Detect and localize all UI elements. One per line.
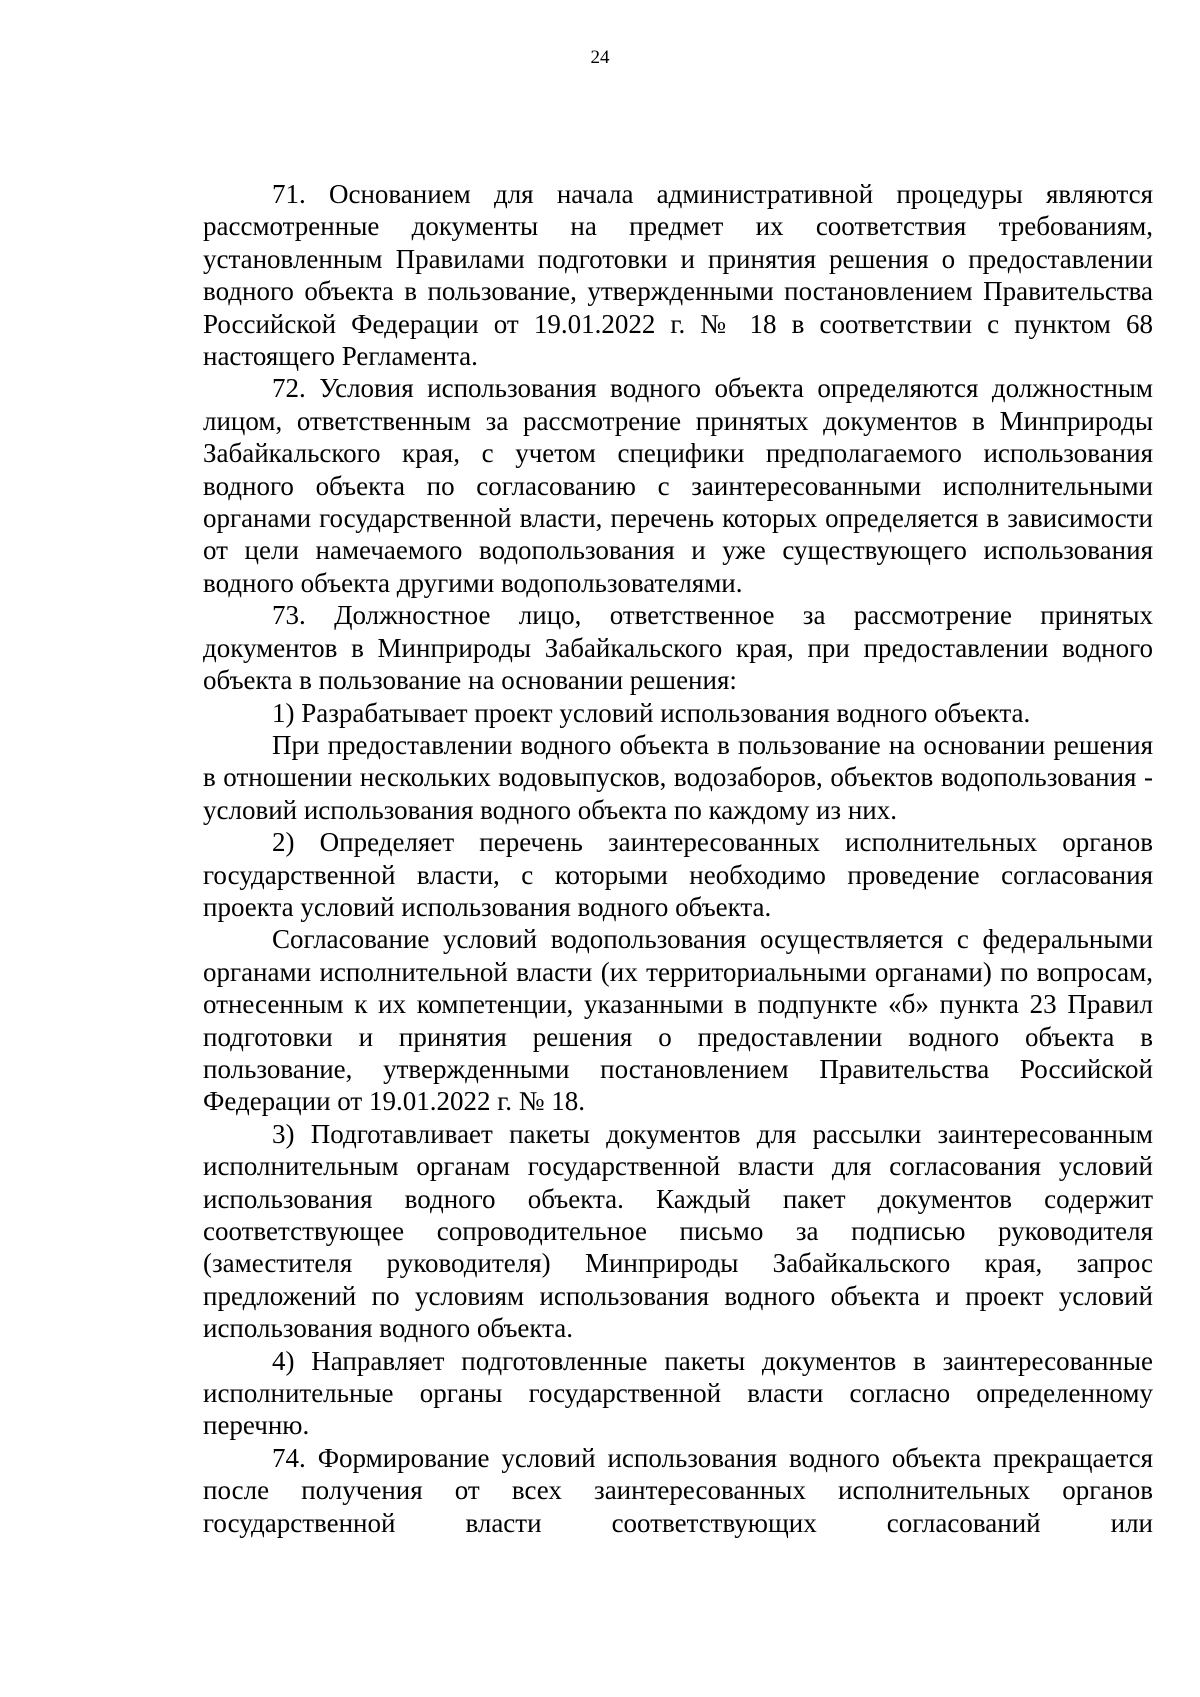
paragraph-73: 73. Должностное лицо, ответственное за рассмотрение принятых документов в Минприроды Забайкальского края, при предоставлении водного объекта в пользование на основании решения:: [203, 600, 1153, 696]
document-body: [203, 178, 1153, 1539]
page-number: 24: [590, 47, 610, 68]
paragraph-73-item-2: 2) Определяет перечень заинтересованных исполнительных органов государственной власти, с которыми необходимо проведение согласования проекта условий использования водного объекта.: [203, 827, 1153, 922]
paragraph-73-item-1: 1) Разрабатывает проект условий использования водного объекта.: [272, 697, 1031, 728]
paragraph-71: 71. Основанием для начала административной процедуры являются рассмотренные документы на предмет их соответствия требованиям, установленным Правилами подготовки и принятия решения о предоставлении водного объекта в пользование, утвержденными постановлением Правительства Российской Федерации от 19.01.2022 г. № 18 в соответствии с пунктом 68 настоящего Регламента.: [203, 179, 1153, 372]
paragraph-72: 72. Условия использования водного объекта определяются должностным лицом, ответственным за рассмотрение принятых документов в Минприроды Забайкальского края, с учетом специфики предполагаемого использования водного объекта по согласованию с заинтересованными исполнительными органами государственной власти, перечень которых определяется в зависимости от цели намечаемого водопользования и уже существующего использования водного объекта другими водопользователями.: [203, 373, 1153, 598]
paragraph-73-item-2-note: Согласование условий водопользования осуществляется с федеральными органами исполнительной власти (их территориальными органами) по вопросам, отнесенным к их компетенции, указанными в подпункте «б» пункта 23 Правил подготовки и принятия решения о предоставлении водного объекта в пользование, утвержденными постановлением Правительства Российской Федерации от 19.01.2022 г. № 18.: [203, 924, 1153, 1117]
paragraph-73-item-4: 4) Направляет подготовленные пакеты документов в заинтересованные исполнительные органы государственной власти согласно определенному перечню.: [203, 1345, 1153, 1441]
paragraph-73-item-3: 3) Подготавливает пакеты документов для рассылки заинтересованным исполнительным органам государственной власти для согласования условий использования водного объекта. Каждый пакет документов содержит соответствующее сопроводительное письмо за подписью руководителя (заместителя руководителя) Минприроды Забайкальского края, запрос предложений по условиям использования водного объекта и проект условий использования водного объекта.: [203, 1118, 1153, 1344]
paragraph-74: 74. Формирование условий использования водного объекта прекращается после получения от всех заинтересованных исполнительных органов государственной власти соответствующих согласований или: [203, 1442, 1153, 1538]
paragraph-73-item-1-note: При предоставлении водного объекта в пользование на основании решения в отношении нескольких водовыпусков, водозаборов, объектов водопользования - условий использования водного объекта по каждому из них.: [203, 729, 1153, 825]
